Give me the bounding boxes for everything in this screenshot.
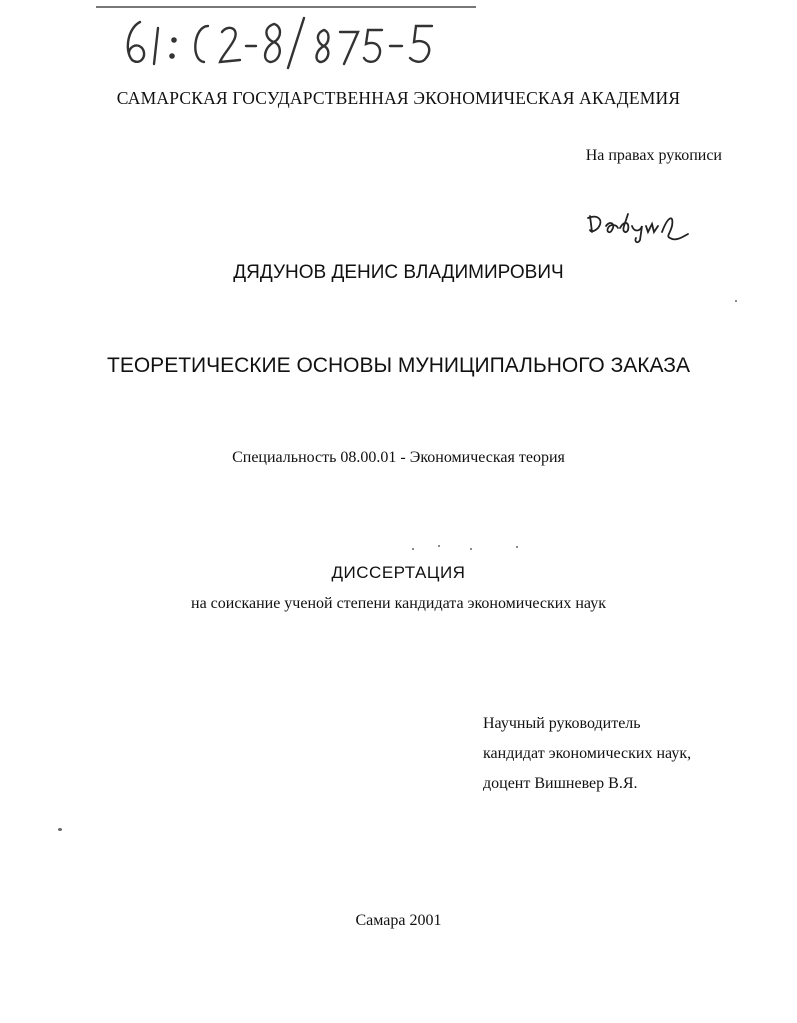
institution-name: САМАРСКАЯ ГОСУДАРСТВЕННАЯ ЭКОНОМИЧЕСКАЯ АКАДЕМИЯ: [116, 88, 681, 108]
scan-speck: [516, 546, 518, 548]
supervisor-role: Научный руководитель: [483, 715, 641, 732]
handwritten-archive-number: [118, 10, 458, 77]
document-type-heading: ДИССЕРТАЦИЯ: [331, 563, 466, 582]
top-rule: [96, 6, 476, 8]
scan-speck: [735, 300, 737, 302]
dissertation-title: ТЕОРЕТИЧЕСКИЕ ОСНОВЫ МУНИЦИПАЛЬНОГО ЗАКАЗА: [107, 354, 690, 377]
supervisor-block: [483, 709, 691, 799]
supervisor-degree: кандидат экономических наук,: [483, 745, 692, 762]
manuscript-rights-note: На правах рукописи: [585, 147, 722, 164]
supervisor-name: доцент Вишневер В.Я.: [483, 775, 638, 792]
degree-line: на соискание ученой степени кандидата экономических наук: [191, 595, 606, 612]
place-and-year: Самара 2001: [355, 912, 442, 929]
author-name: ДЯДУНОВ ДЕНИС ВЛАДИМИРОВИЧ: [233, 262, 564, 283]
scan-speck: [470, 548, 472, 550]
scan-speck: [438, 545, 440, 547]
scan-speck: [412, 548, 414, 550]
author-signature: [584, 206, 694, 251]
scan-speck: [58, 828, 62, 831]
specialty-line: Специальность 08.00.01 - Экономическая теория: [232, 449, 565, 466]
